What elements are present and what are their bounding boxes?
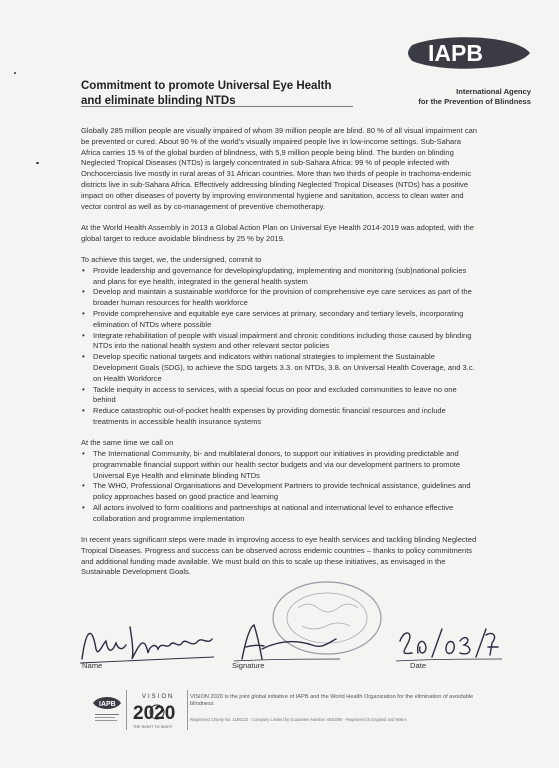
- list-item: • The International Community, bi- and multilateral donors, to support our initiatives in providing predictable and programmable financial support within our health sector budgets and via our development partners to promote Universal Eye Health and eliminate blinding NTDs: [81, 449, 481, 481]
- date-label: Date: [410, 661, 427, 670]
- agency-line-1: International Agency: [456, 87, 531, 96]
- svg-text:THE RIGHT TO SIGHT: THE RIGHT TO SIGHT: [133, 725, 173, 729]
- footer-divider: [187, 690, 188, 730]
- list-item: • Reduce catastrophic out-of-pocket health expenses by providing domestic financial resources and include treatments in accessible health insurance systems: [81, 406, 481, 428]
- signature-scribble: [232, 619, 342, 667]
- list-item: • Develop and maintain a sustainable workforce for the provision of comprehensive eye care services as part of the broader human resources for health workforce: [81, 287, 481, 309]
- footer-divider: [126, 690, 127, 730]
- closing-paragraph: In recent years significant steps were made in improving access to eye health services and tackling blinding Neglected Tropical Diseases. Progress and success can be observed across endemic countries – thanks to policy commitments and additional funding made available. We must build on this to scale up these initiatives, as envisaged in the Sustainable Development Goals.: [81, 535, 477, 577]
- iapb-small-logo: [92, 694, 122, 726]
- call-list: [81, 449, 481, 525]
- name-label: Name: [82, 661, 103, 670]
- footer-registration: Registered Charity No. 1180122 · Company Limited by Guarantee Number 4620390 · Registered in England and Wales: [190, 717, 407, 722]
- call-intro: At the same time we call on: [81, 438, 174, 448]
- agency-line-2: for the Prevention of Blindness: [418, 97, 531, 106]
- list-item: • The WHO, Professional Organisations and Development Partners to provide technical assistance, guidelines and policy approaches based on good practice and learning: [81, 481, 481, 503]
- document-body: [81, 126, 481, 589]
- commitment-list: [81, 266, 481, 428]
- iapb-logo: [396, 30, 532, 76]
- title-line-2: and eliminate blinding NTDs: [81, 95, 236, 107]
- assembly-paragraph: At the World Health Assembly in 2013 a Global Action Plan on Universal Eye Health 2014-2019 was adopted, with the global target to reduce avoidable blindness by 25 % by 2019.: [81, 222, 474, 243]
- signature-label: Signature: [232, 661, 265, 670]
- list-item: • Tackle inequity in access to services, with a special focus on poor and excluded communities to leave no one behind: [81, 385, 481, 407]
- svg-text:IAPB: IAPB: [99, 701, 116, 708]
- list-item: • Provide comprehensive and equitable eye care services at primary, secondary and tertiary levels, incorporating elimination of NTDs where possible: [81, 309, 481, 331]
- scan-speck: [14, 72, 16, 74]
- list-item: • All actors involved to form coalitions and partnerships at national and international level to enhance effective collaboration and programme implementation: [81, 503, 481, 525]
- list-item: • Integrate rehabilitation of people with visual impairment and chronic conditions including those caused by blinding NTDs into the national health system and other relevant sector policies: [81, 331, 481, 353]
- handwritten-name: [78, 619, 218, 667]
- title-line-1: Commitment to promote Universal Eye Health: [81, 80, 332, 92]
- svg-text:VISION: VISION: [142, 694, 175, 700]
- vision-2020-logo: [130, 690, 184, 732]
- footer-description: VISION 2020 is the joint global initiative of IAPB and the World Health Organization for the elimination of avoidable blindness: [190, 694, 474, 708]
- title-underline: [81, 106, 353, 107]
- commit-intro: To achieve this target, we, the undersigned, commit to: [81, 254, 262, 264]
- scan-speck: [36, 162, 39, 164]
- intro-paragraph: Globally 285 million people are visually impaired of whom 39 million people are blind. 80 % of all visual impairment can be prevented or cured. About 90 % of the world’s visually impaired people live in low-income settings. Sub-Sahara Africa carries 15 % of the global burden of blindness, with 5,9 million people being blind. The burden on blinding Neglected Tropical Diseases (NTDs) is largely concentrated in sub-Sahara Africa: 99 % of people infected with Onchocerciasis live mostly in rural areas of 31 African countries. More than two thirds of people in trachoma-endemic districts live in sub-Sahara Africa. Effectively addressing blinding Neglected Tropical Diseases (NTDs) has a positive impact on other diseases of poverty by improving environmental hygiene and sanitation, access to clean water and vector control as well as by co-management of preventive chemotherapy.: [81, 126, 477, 211]
- document-title: [81, 79, 411, 109]
- list-item: • Develop specific national targets and indicators within national strategies to implement the Sustainable Development Goals (SDG), to achieve the SDG targets 3.3. on NTDs, 3.8. on Universal Health Coverage, and 3.c. on Health Workforce: [81, 352, 481, 384]
- iapb-logo-text: IAPB: [428, 40, 483, 66]
- list-item: • Provide leadership and governance for developing/updating, implementing and monitoring (sub)national policies and plans for eye health, integrated in the general health system: [81, 266, 481, 288]
- handwritten-date: [394, 619, 504, 667]
- svg-text:2020: 2020: [133, 703, 176, 724]
